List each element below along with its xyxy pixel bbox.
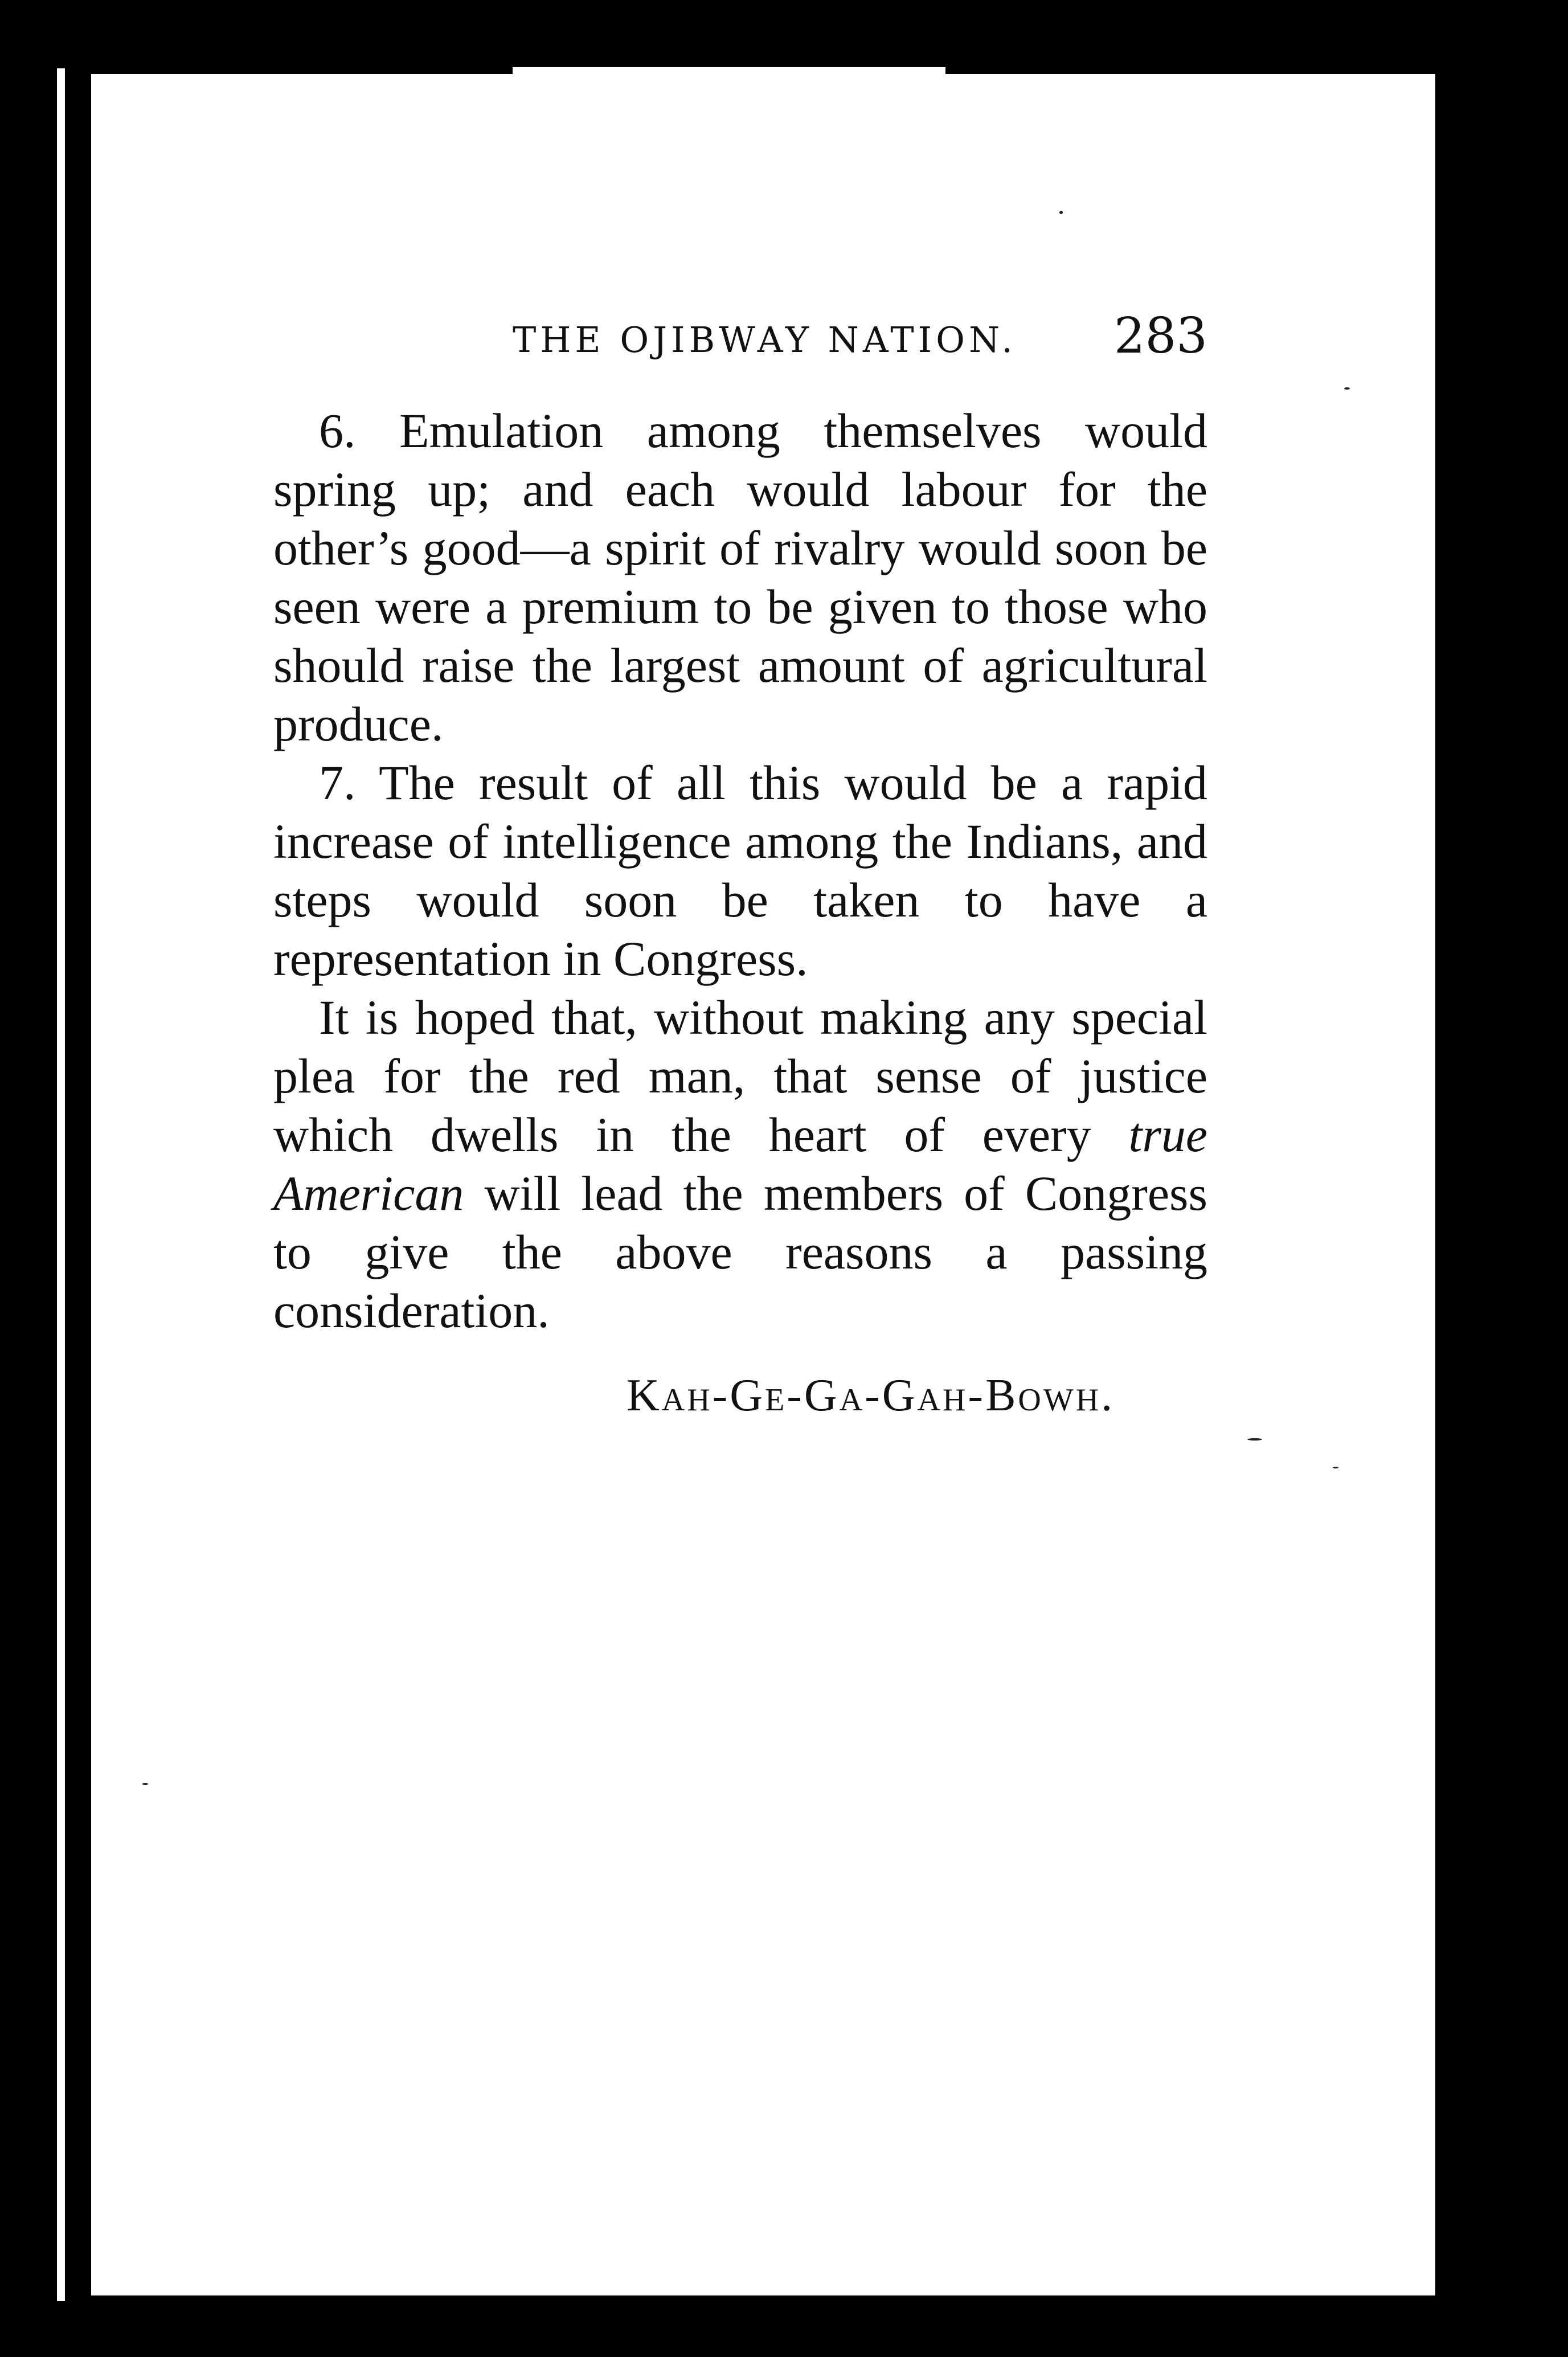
- signature: Kah-Ge-Ga-Gah-Bowh.: [627, 1370, 1115, 1421]
- speck: [1344, 387, 1350, 390]
- body-text: [273, 402, 1207, 1340]
- speck: [1059, 211, 1063, 214]
- book-page: [91, 74, 1435, 2295]
- page-header: [273, 308, 1207, 365]
- speck: [1333, 1467, 1338, 1468]
- paragraph-7: 7. The result of all this would be a rapid increase of intelligence among the Indians, and steps would soon be taken to have a representation in Congress.: [273, 755, 1207, 986]
- page-edge-line: [57, 68, 65, 2301]
- running-title: THE OJIBWAY NATION.: [513, 319, 1017, 361]
- closing-text-before: It is hoped that, without making any special plea for the red man, that sense of justice which dwells in the heart of every: [273, 990, 1207, 1162]
- closing-paragraph: [273, 988, 1207, 1340]
- closing-text-after: will lead the members of Congress to give the above reasons a passing consideration.: [273, 1166, 1207, 1338]
- speck: [142, 1783, 148, 1785]
- paragraph-6: 6. Emulation among themselves would spring up; and each would labour for the other’s good—a spirit of rivalry would soon be seen were a premium to be given to those who should raise the largest amount of agricultural produce.: [273, 403, 1207, 751]
- emphasis-true-american: true American: [273, 1107, 1207, 1221]
- page-number: 283: [1113, 308, 1207, 365]
- page-top-edge: [513, 67, 945, 74]
- speck: [1247, 1438, 1262, 1441]
